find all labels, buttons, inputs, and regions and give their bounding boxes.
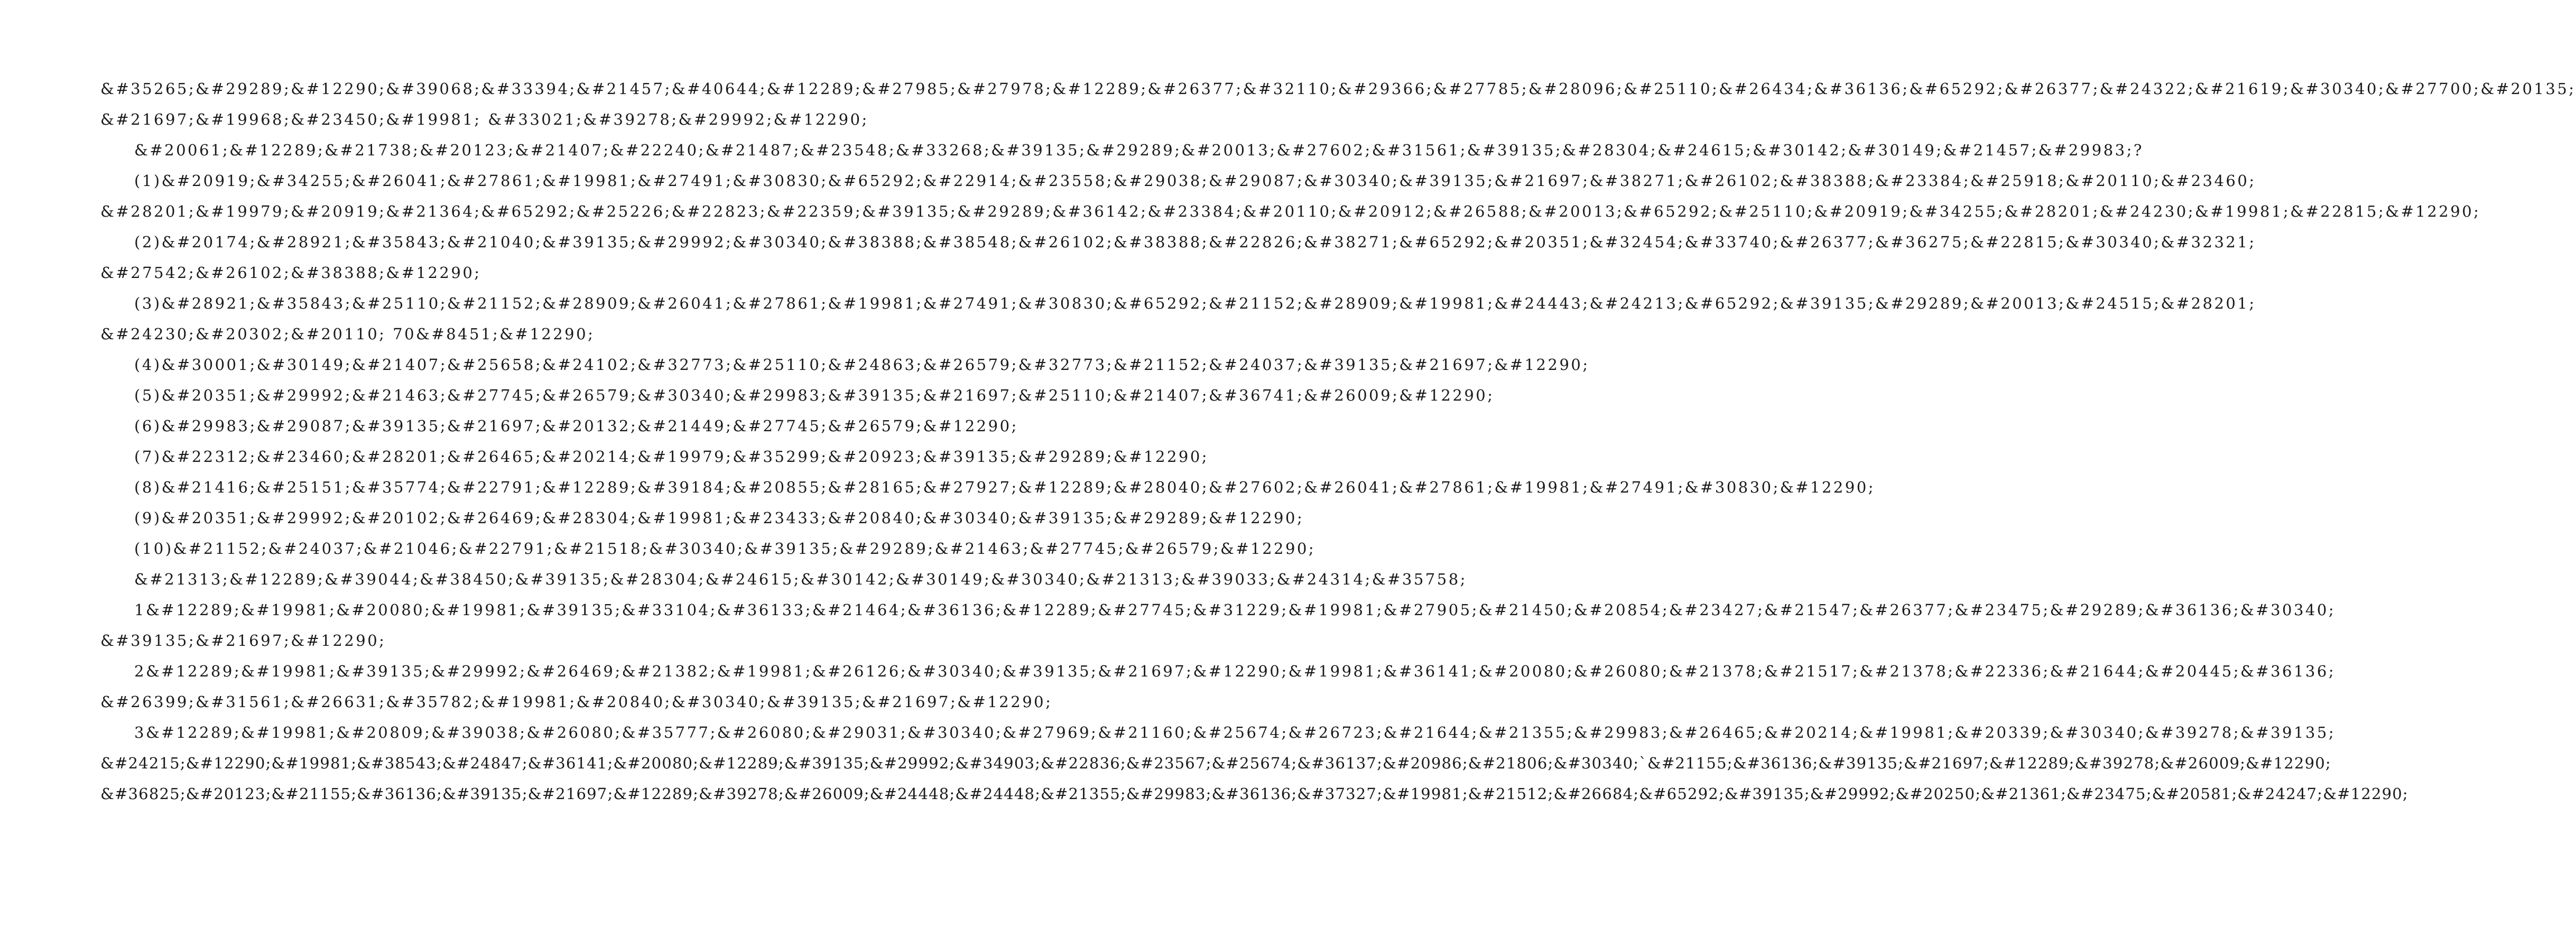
text-line: &#26399;&#31561;&#26631;&#35782;&#19981;&#20840;&#30340;&#39135;&#21697;&#12290; [100,693,1053,711]
section-heading: &#21313;&#12289;&#39044;&#38450;&#39135;&#28304;&#24615;&#30142;&#30149;&#30340;&#21313;&#39033;&#24314;&#35758; [134,570,1467,588]
text-line: &#36825;&#20123;&#21155;&#36136;&#39135;&#21697;&#12289;&#39278;&#26009;&#24448;&#24448;&#21355;&#29983;&#36136;&#37327;&#19981;&#21512;&#26684;&#65292;&#39135;&#29992;&#20250;&#21361;&#23475;&#20581;&#24247;&#12290; [100,785,2408,803]
text-line: (8)&#21416;&#25151;&#35774;&#22791;&#12289;&#39184;&#20855;&#28165;&#27927;&#12289;&#28040;&#27602;&#26041;&#27861;&#19981;&#27491;&#30830;&#12290; [134,478,1876,496]
text-line: &#35265;&#29289;&#12290;&#39068;&#33394;&#21457;&#40644;&#12289;&#27985;&#27978;&#12289;&#26377;&#32110;&#29366;&#27785;&#28096;&#25110;&#26434;&#36136;&#65292;&#26377;&#24322;&#21619;&#30340;&#27700;&#20135; [100,80,2576,98]
text-line: 1&#12289;&#19981;&#20080;&#19981;&#39135;&#33104;&#36133;&#21464;&#36136;&#12289;&#27745;&#31229;&#19981;&#27905;&#21450;&#20854;&#23427;&#21547;&#26377;&#23475;&#29289;&#36136;&#30340; [134,601,2336,619]
text-line: &#28201;&#19979;&#20919;&#21364;&#65292;&#25226;&#22823;&#22359;&#39135;&#29289;&#36142;&#23384;&#20110;&#20912;&#26588;&#20013;&#65292;&#25110;&#20919;&#34255;&#28201;&#24230;&#19981;&#22815;&#12290; [100,202,2481,220]
text-line: (4)&#30001;&#30149;&#21407;&#25658;&#24102;&#32773;&#25110;&#24863;&#26579;&#32773;&#21152;&#24037;&#39135;&#21697;&#12290; [134,356,1590,374]
text-line: (2)&#20174;&#28921;&#35843;&#21040;&#39135;&#29992;&#30340;&#38388;&#38548;&#26102;&#38388;&#22826;&#38271;&#65292;&#20351;&#32454;&#33740;&#26377;&#36275;&#22815;&#30340;&#32321; [134,233,2256,251]
text-line: (1)&#20919;&#34255;&#26041;&#27861;&#19981;&#27491;&#30830;&#65292;&#22914;&#23558;&#29038;&#29087;&#30340;&#39135;&#21697;&#38271;&#26102;&#38388;&#23384;&#25918;&#20110;&#23460; [134,172,2256,190]
text-line: &#21697;&#19968;&#23450;&#19981; &#33021;&#39278;&#29992;&#12290; [100,110,869,128]
text-line: &#39135;&#21697;&#12290; [100,632,386,650]
text-line: &#24215;&#12290;&#19981;&#38543;&#24847;&#36141;&#20080;&#12289;&#39135;&#29992;&#34903;&#22836;&#23567;&#25674;&#36137;&#20986;&#21806;&#30340;`&#21155;&#36136;&#39135;&#21697;&#12289;&#39278;&#26009;&#12290; [100,754,2331,772]
text-line: 2&#12289;&#19981;&#39135;&#29992;&#26469;&#21382;&#19981;&#26126;&#30340;&#39135;&#21697;&#12290;&#19981;&#36141;&#20080;&#26080;&#21378;&#21517;&#21378;&#22336;&#21644;&#20445;&#36136; [134,662,2336,680]
text-line: (6)&#29983;&#29087;&#39135;&#21697;&#20132;&#21449;&#27745;&#26579;&#12290; [134,417,1018,435]
text-line: (10)&#21152;&#24037;&#21046;&#22791;&#21518;&#30340;&#39135;&#29289;&#21463;&#27745;&#26579;&#12290; [134,540,1316,558]
text-line: (7)&#22312;&#23460;&#28201;&#26465;&#20214;&#19979;&#35299;&#20923;&#39135;&#29289;&#12290; [134,448,1209,466]
text-line: 3&#12289;&#19981;&#20809;&#39038;&#26080;&#35777;&#26080;&#29031;&#30340;&#27969;&#21160;&#25674;&#26723;&#21644;&#21355;&#29983;&#26465;&#20214;&#19981;&#20339;&#30340;&#39278;&#39135; [134,724,2336,741]
text-line: (9)&#20351;&#29992;&#20102;&#26469;&#28304;&#19981;&#23433;&#20840;&#30340;&#39135;&#29289;&#12290; [134,509,1304,527]
text-line: &#27542;&#26102;&#38388;&#12290; [100,264,481,282]
section-heading: &#20061;&#12289;&#21738;&#20123;&#21407;&#22240;&#21487;&#23548;&#33268;&#39135;&#29289;&#20013;&#27602;&#31561;&#39135;&#28304;&#24615;&#30142;&#30149;&#21457;&#29983;? [134,141,2144,159]
text-line: (3)&#28921;&#35843;&#25110;&#21152;&#28909;&#26041;&#27861;&#19981;&#27491;&#30830;&#65292;&#21152;&#28909;&#19981;&#24443;&#24213;&#65292;&#39135;&#29289;&#20013;&#24515;&#28201; [134,294,2256,312]
text-line: (5)&#20351;&#29992;&#21463;&#27745;&#26579;&#30340;&#29983;&#39135;&#21697;&#25110;&#21407;&#36741;&#26009;&#12290; [134,386,1495,404]
text-line: &#24230;&#20302;&#20110; 70&#8451;&#12290; [100,325,595,343]
